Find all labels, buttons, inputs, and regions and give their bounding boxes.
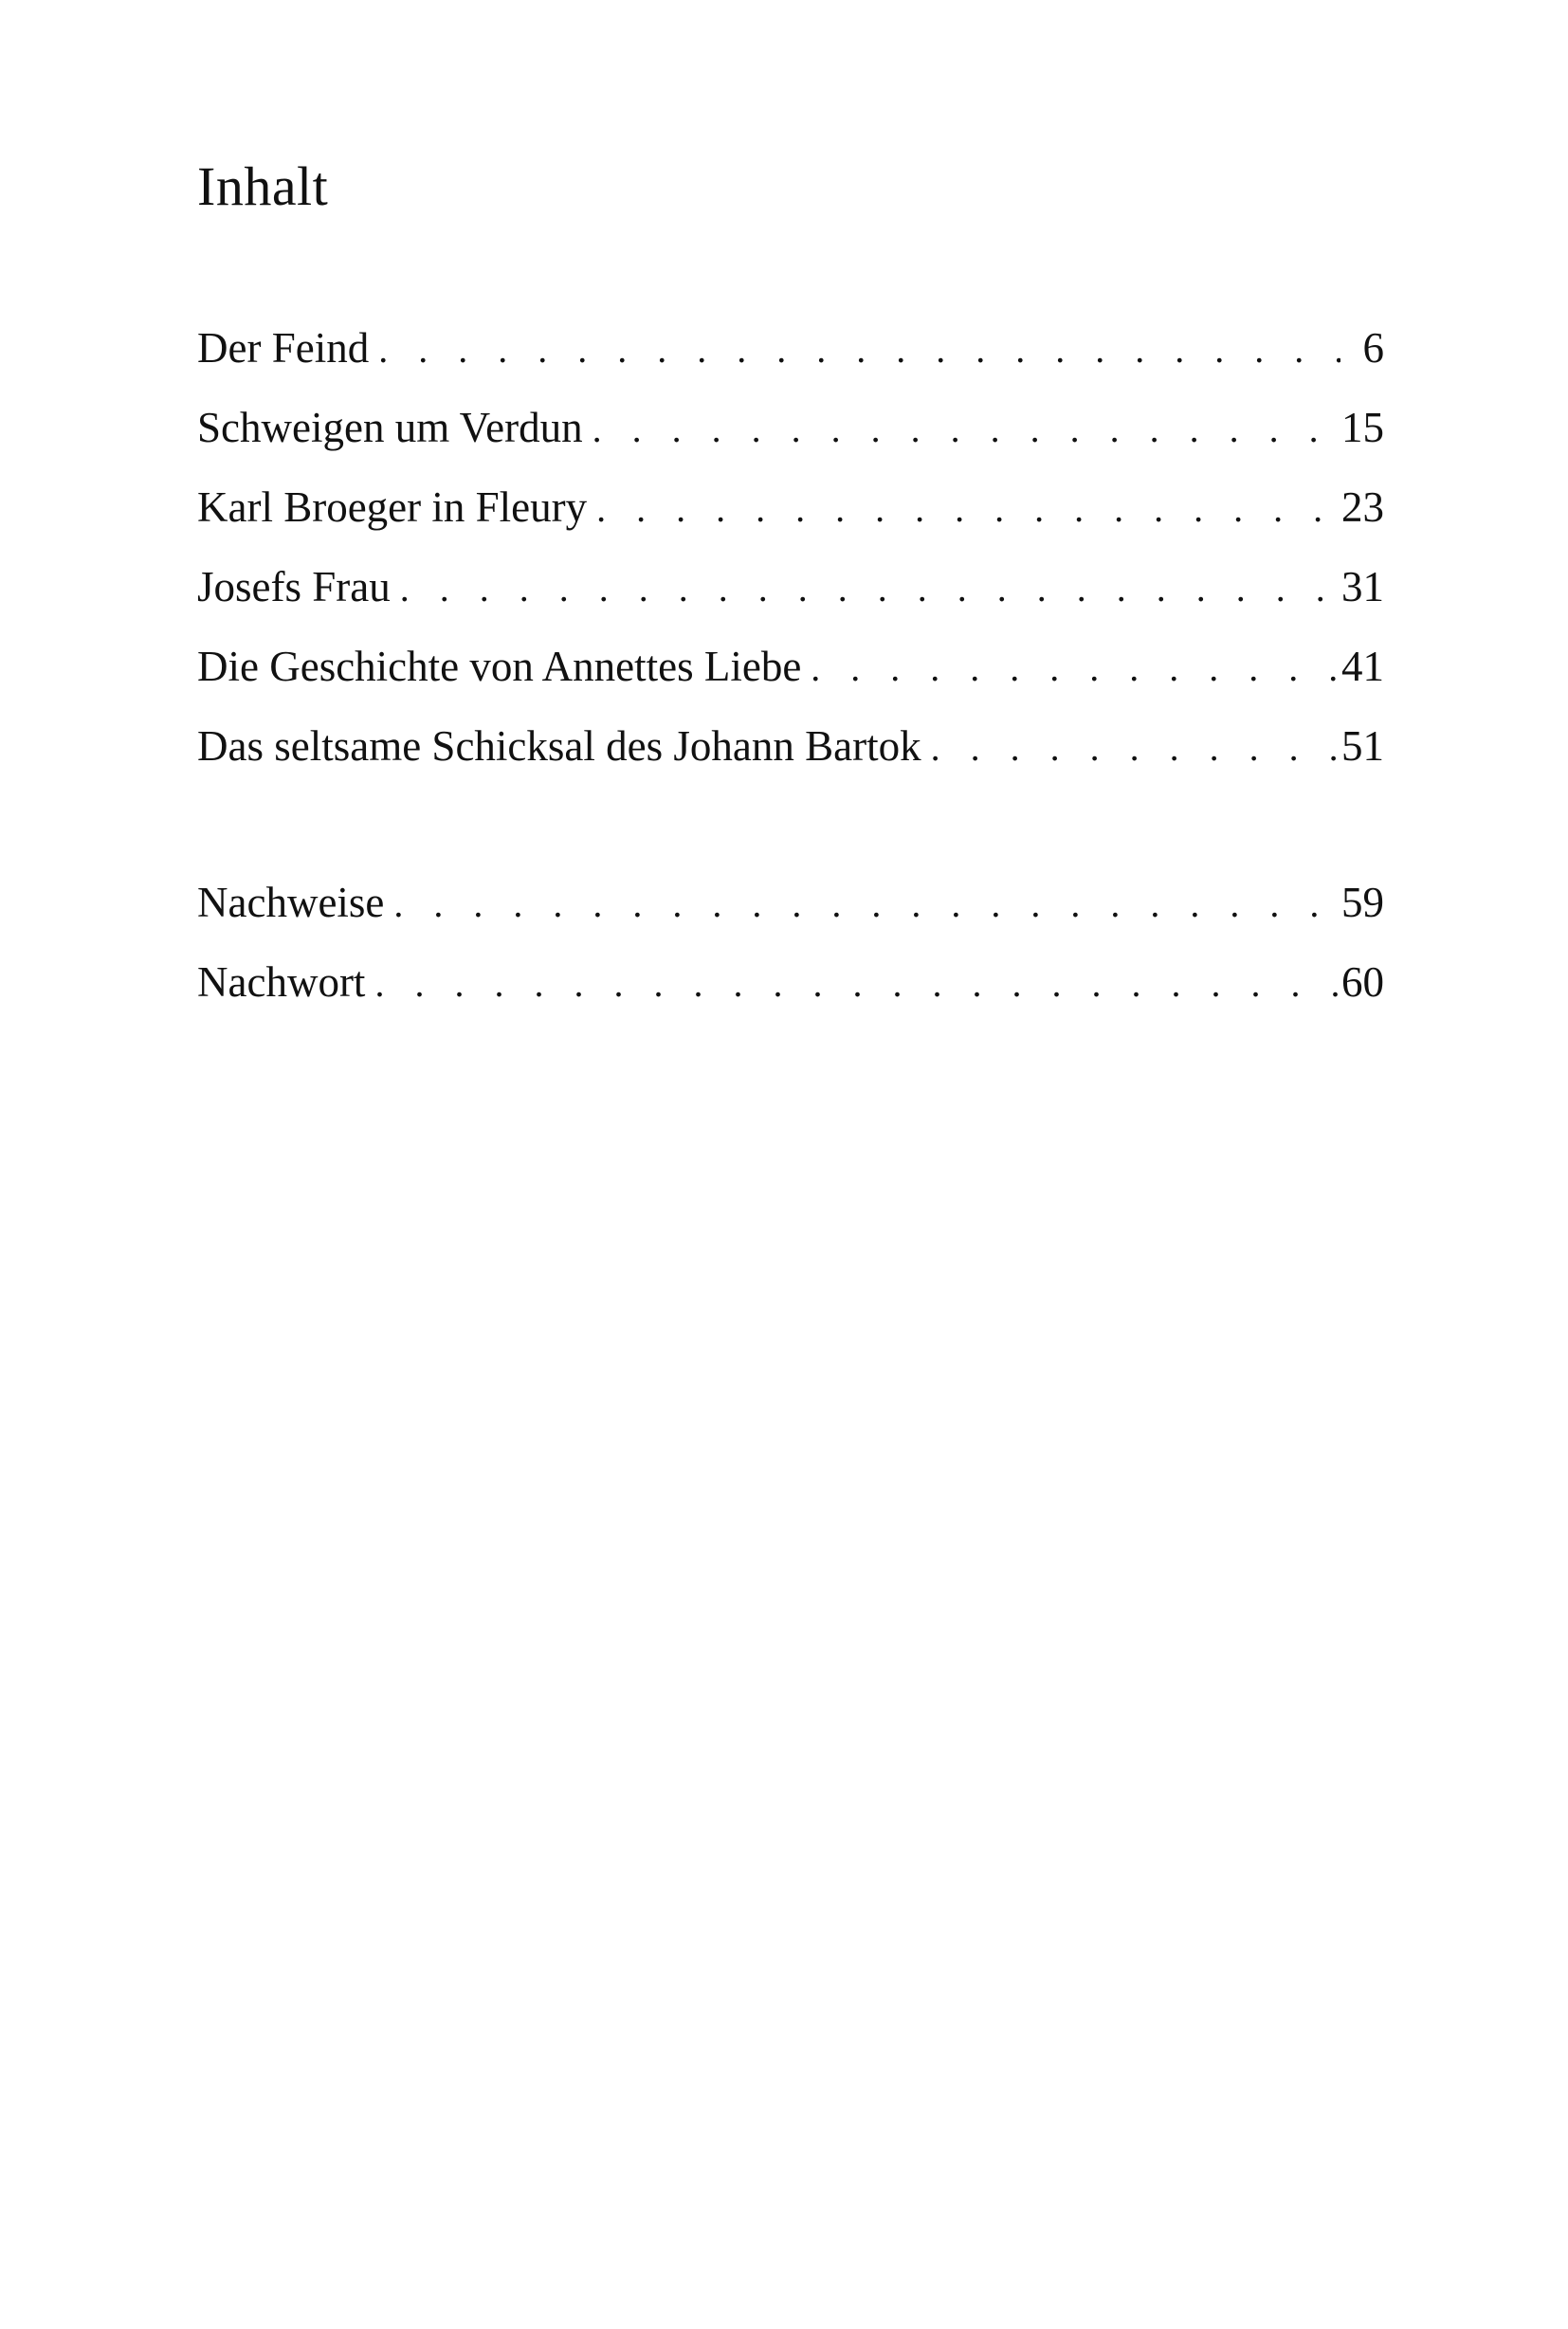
- toc-entry-title: Schweigen um Verdun: [197, 404, 583, 451]
- dot-leader: [378, 331, 1340, 369]
- toc-entry-title: Karl Broeger in Fleury: [197, 483, 588, 531]
- toc-page-number: 15: [1341, 404, 1384, 451]
- toc-entry-title: Das seltsame Schicksal des Johann Bartok: [197, 722, 921, 770]
- toc-entry: [197, 643, 1384, 725]
- dot-leader: [400, 570, 1338, 608]
- toc-entry-title: Der Feind: [197, 324, 370, 372]
- toc-page-number: 31: [1341, 563, 1384, 610]
- toc-entry: [197, 324, 1384, 407]
- toc-entry: [197, 958, 1384, 1041]
- main-contents-list: [197, 324, 1384, 805]
- toc-entry-title: Josefs Frau: [197, 563, 391, 610]
- toc-entry: [197, 483, 1384, 566]
- dot-leader: [931, 729, 1338, 767]
- table-of-contents-heading: Inhalt: [197, 155, 329, 217]
- toc-entry-title: Nachweise: [197, 879, 385, 926]
- toc-entry: [197, 404, 1384, 486]
- toc-entry-title: Die Geschichte von Annettes Liebe: [197, 643, 802, 690]
- toc-entry: [197, 563, 1384, 646]
- toc-page-number: 41: [1341, 643, 1384, 690]
- toc-page-number: 51: [1341, 722, 1384, 770]
- toc-page-number: 60: [1341, 958, 1384, 1006]
- toc-entry-title: Nachwort: [197, 958, 366, 1006]
- toc-entry: [197, 879, 1384, 961]
- dot-leader: [393, 885, 1338, 923]
- dot-leader: [374, 965, 1338, 1003]
- dot-leader: [593, 410, 1338, 448]
- dot-leader: [811, 649, 1338, 687]
- appendix-contents-list: [197, 879, 1384, 1041]
- toc-page-number: 6: [1362, 324, 1384, 372]
- toc-page-number: 59: [1341, 879, 1384, 926]
- toc-page-number: 23: [1341, 483, 1384, 531]
- toc-entry: [197, 722, 1384, 805]
- dot-leader: [596, 490, 1338, 528]
